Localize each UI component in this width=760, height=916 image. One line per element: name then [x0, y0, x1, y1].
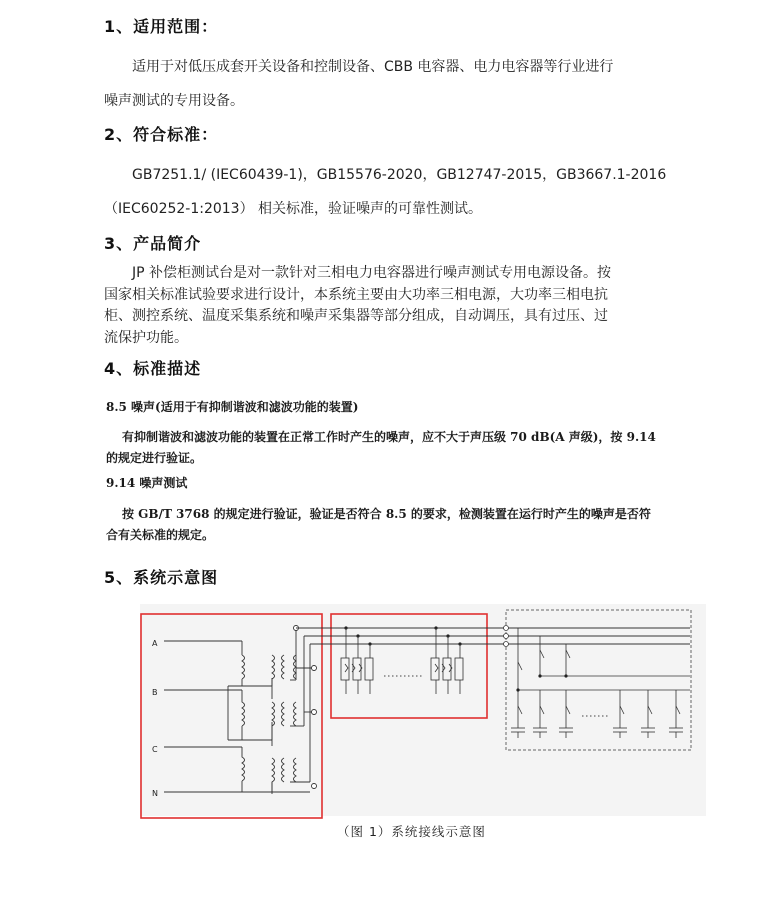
section-2-heading: 2、符合标准：	[104, 125, 219, 144]
phase-label-a: A	[152, 639, 158, 648]
figure-caption: （图 1）系统接线示意图	[337, 824, 486, 839]
section-3-heading: 3、产品简介	[104, 234, 202, 253]
section-1-text-line-1: 适用于对低压成套开关设备和控制设备、CBB 电容器、电力电容器等行业进行	[132, 59, 614, 75]
phase-label-b: B	[152, 688, 158, 697]
cabinet-inlet-terminals	[504, 626, 509, 647]
clause-9-14-text-line-1: 按 GB/T 3768 的规定进行验证，验证是否符合 8.5 的要求，检测装置在运行时产生的噪声是否符	[122, 507, 651, 521]
section-3-text-line-3: 柜、测控系统、温度采集系统和噪声采集器等部分组成，自动调压，具有过压、过	[104, 308, 608, 324]
section-4-heading: 4、标准描述	[104, 359, 202, 378]
clause-9-14-title: 9.14 噪声测试	[106, 476, 188, 490]
section-1-heading: 1、适用范围：	[104, 17, 219, 36]
section-2-text-line-1: GB7251.1/ (IEC60439-1)，GB15576-2020，GB12747-2015，GB3667.1-2016	[132, 167, 667, 183]
section-3-text-line-1: JP 补偿柜测试台是对一款针对三相电力电容器进行噪声测试专用电源设备。按	[132, 265, 612, 281]
section-2-text-line-2: （IEC60252-1:2013） 相关标准，验证噪声的可靠性测试。	[104, 201, 483, 217]
clause-8-5-title: 8.5 噪声(适用于有抑制谐波和滤波功能的装置)	[106, 400, 359, 414]
clause-9-14-text-line-2: 合有关标准的规定。	[106, 528, 215, 542]
phase-label-c: C	[152, 745, 158, 754]
section-3-text-line-4: 流保护功能。	[104, 330, 188, 346]
clause-8-5-text-line-2: 的规定进行验证。	[106, 451, 203, 465]
clause-8-5-text-line-1: 有抑制谐波和滤波功能的装置在正常工作时产生的噪声，应不大于声压级 70 dB(A 声级)，按 9.14	[122, 430, 656, 444]
section-3-text-line-2: 国家相关标准试验要求进行设计，本系统主要由大功率三相电源，大功率三相电抗	[104, 287, 608, 303]
section-1-text-line-2: 噪声测试的专用设备。	[104, 93, 244, 109]
section-5-heading: 5、系统示意图	[104, 568, 219, 587]
phase-label-n: N	[152, 789, 158, 798]
